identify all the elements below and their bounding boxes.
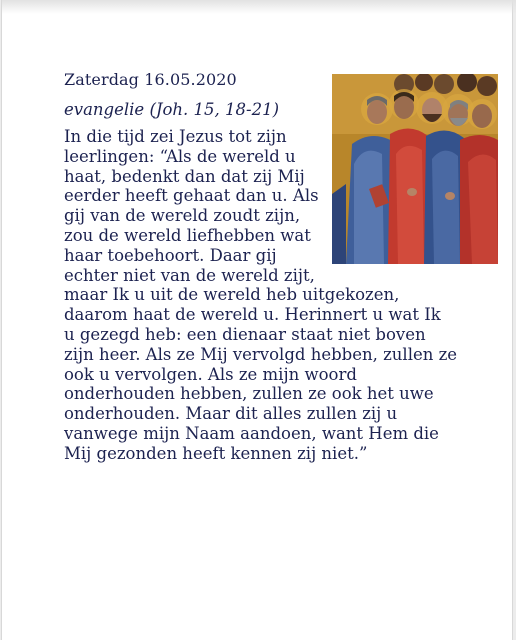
text-line: haat, bedenkt dan dat zij Mij [64,166,305,186]
text-line: daarom haat de wereld u. Herinnert u wat Ik [64,305,441,325]
text-line: zijn heer. Als ze Mij vervolgd hebben, zullen ze [64,344,458,364]
text-line: Mij gezonden heeft kennen zij niet.” [64,443,368,463]
text-line: ook u vervolgen. Als ze mijn woord [64,364,357,384]
gospel-text [64,127,504,464]
text-line: In die tijd zei Jezus tot zijn [64,127,287,146]
text-line: onderhouden hebben, zullen ze ook het uwe [64,384,434,404]
text-line: eerder heeft gehaat dan u. Als [64,186,319,206]
page-top-shadow [2,0,516,14]
text-line: u gezegd heb: een dienaar staat niet boven [64,324,426,344]
text-line: zou de wereld liefhebben wat [64,225,311,245]
text-line: onderhouden. Maar dit alles zullen zij u [64,404,398,424]
text-line: echter niet van de wereld zijt, [64,265,315,285]
date-heading: Zaterdag 16.05.2020 [64,70,237,89]
document-page [2,0,512,640]
reading-title: evangelie (Joh. 15, 18-21) [64,100,280,119]
text-line: gij van de wereld zoudt zijn, [64,206,301,226]
text-line: haar toebehoort. Daar gij [64,245,277,265]
text-line: leerlingen: “Als de wereld u [64,146,296,166]
text-line: maar Ik u uit de wereld heb uitgekozen, [64,285,400,305]
text-line: vanwege mijn Naam aandoen, want Hem die [64,423,439,443]
